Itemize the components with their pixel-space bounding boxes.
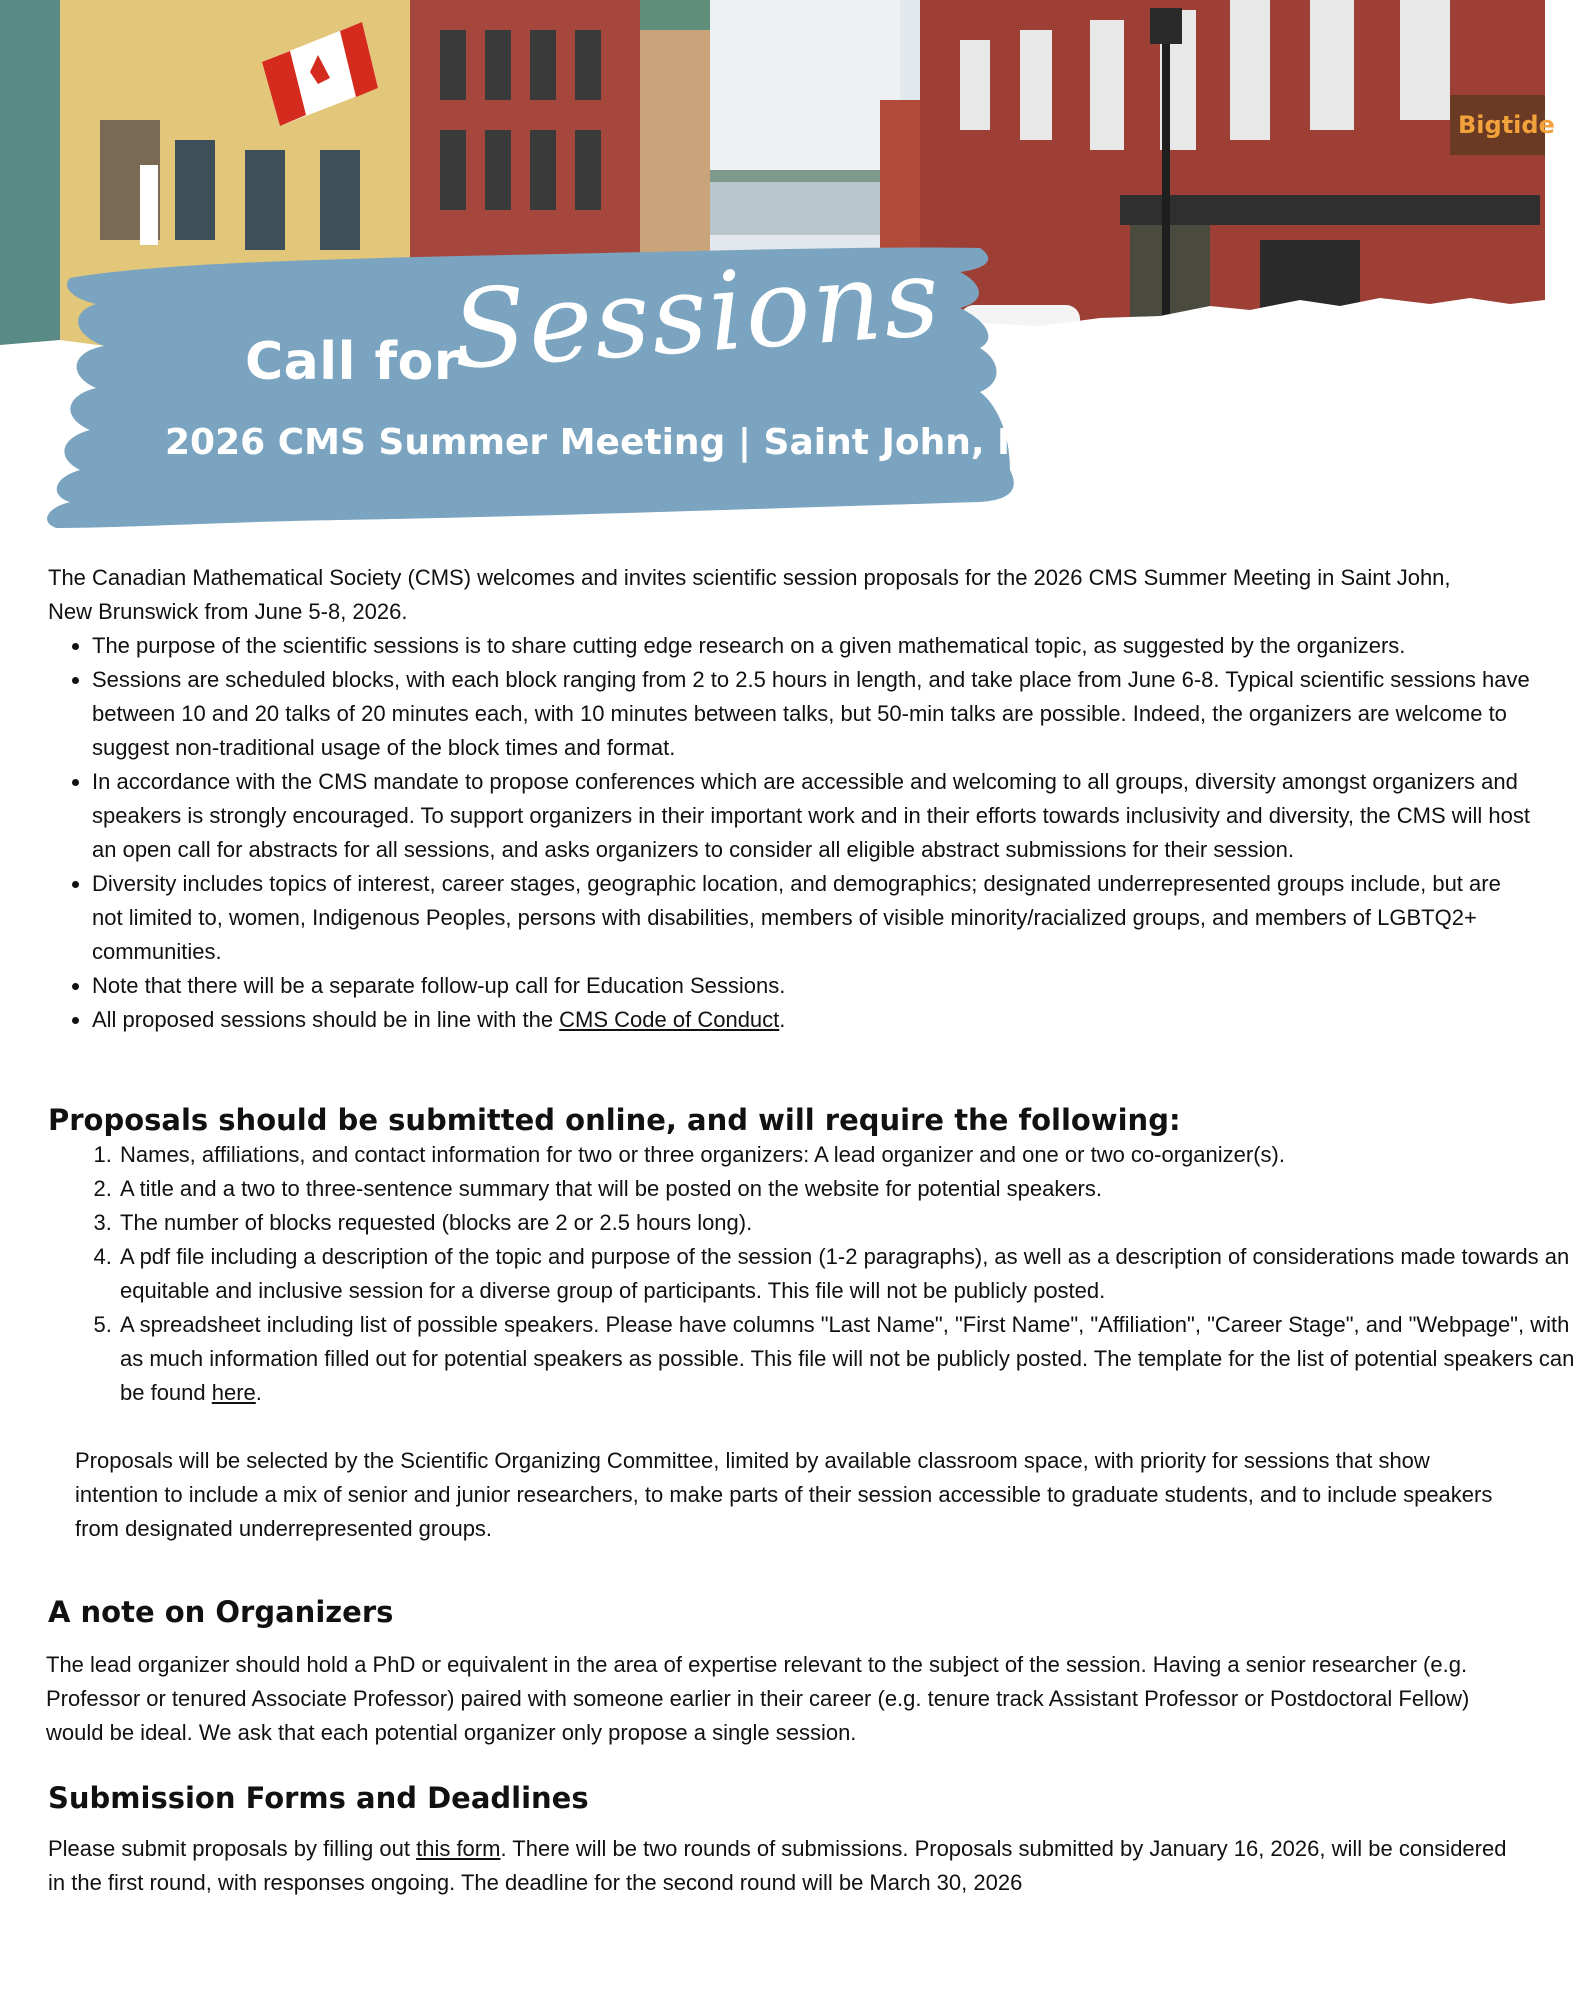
hero-banner [0,0,1555,540]
requirements-heading: Proposals should be submitted online, and will require the following: [48,1103,1181,1137]
list-item: • Note that there will be a separate follow-up call for Education Sessions. [92,969,1532,1003]
speakers-text-after: . [255,1380,262,1405]
hero-subtitle: 2026 CMS Summer Meeting | Saint John, NB [165,422,1055,463]
list-item: 3. The number of blocks requested (blocks are 2 or 2.5 hours long). [118,1206,1578,1240]
list-item: • In accordance with the CMS mandate to propose conferences which are accessible and welcoming to all groups, diversity amongst organizers and speakers is strongly encouraged. To support organizers in their important work and in their efforts towards inclusivity and diversity, the CMS will host an open call for abstracts for all sessions, and asks organizers to consider all eligible abstract submissions for their session. [92,765,1532,867]
hero-title-script: Sessions [448,235,946,394]
speakers-text-before: A spreadsheet including list of possible speakers. Please have columns "Last Name", "First Name", "Affiliation", "Career Stage", and "Webpage", with as much information filled out for potential speakers as possible. This file will not be publicly posted. The template for the list of potential speakers can be found [120,1312,1575,1405]
list-item: 1. Names, affiliations, and contact information for two or three organizers: A lead organizer and one or two co-organizer(s). [118,1138,1578,1172]
list-item: 4. A pdf file including a description of the topic and purpose of the session (1-2 paragraphs), as well as a description of considerations made towards an equitable and inclusive session for a diverse group of participants. This file will not be publicly posted. [118,1240,1578,1308]
lamp-post [1162,40,1170,340]
submission-text-after: . There will be two rounds of submissions. Proposals submitted by January 16, 2026, will be considered in the first round, with responses ongoing. The deadline for the second round will be March 30, 2026 [48,1836,1507,1895]
requirements-list [48,1138,1578,1410]
list-item: • Sessions are scheduled blocks, with each block ranging from 2 to 2.5 hours in length, and take place from June 6-8. Typical scientific sessions have between 10 and 20 talks of 20 minutes each, with 10 minutes between talks, but 50-min talks are possible. Indeed, the organizers are welcome to suggest non-traditional usage of the block times and format. [92,663,1532,765]
submission-text-before: Please submit proposals by filling out [48,1836,417,1861]
speaker-template-link[interactable]: here [211,1380,256,1405]
intro-paragraph: The Canadian Mathematical Society (CMS) welcomes and invites scientific session proposals for the 2026 CMS Summer Meeting in Saint John, New Brunswick from June 5-8, 2026. [48,565,1451,624]
list-item: • The purpose of the scientific sessions is to share cutting edge research on a given mathematical topic, as suggested by the organizers. [92,629,1532,663]
conduct-text-before: All proposed sessions should be in line with the [92,1007,560,1032]
list-item [118,1308,1578,1410]
code-of-conduct-link[interactable]: CMS Code of Conduct [559,1007,780,1032]
sign-text: Bigtide [1458,111,1555,139]
info-bullet-list [48,629,1532,1037]
hero-title-prefix: Call for [245,332,460,392]
submission-heading: Submission Forms and Deadlines [48,1781,589,1815]
selection-paragraph: Proposals will be selected by the Scientific Organizing Committee, limited by available classroom space, with priority for sessions that show intention to include a mix of senior and junior researchers, to make parts of their session accessible to graduate students, and to include speakers from designated underrepresented groups. [75,1448,1493,1541]
conduct-text-after: . [779,1007,786,1032]
list-item: • Diversity includes topics of interest, career stages, geographic location, and demographics; designated underrepresented groups include, but are not limited to, women, Indigenous Peoples, persons with disabilities, members of visible minority/racialized groups, and members of LGBTQ2+ communities. [92,867,1532,969]
organizers-paragraph: The lead organizer should hold a PhD or equivalent in the area of expertise relevant to the subject of the session. Having a senior researcher (e.g. Professor or tenured Associate Professor) paired with someone earlier in their career (e.g. tenure track Assistant Professor or Postdoctoral Fellow) would be ideal. We ask that each potential organizer only propose a single session. [46,1652,1470,1745]
organizers-heading: A note on Organizers [48,1595,394,1629]
submission-paragraph [48,1832,1508,1900]
submission-form-link[interactable]: this form [416,1836,501,1861]
list-item [92,1003,1532,1037]
list-item: 2. A title and a two to three-sentence summary that will be posted on the website for potential speakers. [118,1172,1578,1206]
